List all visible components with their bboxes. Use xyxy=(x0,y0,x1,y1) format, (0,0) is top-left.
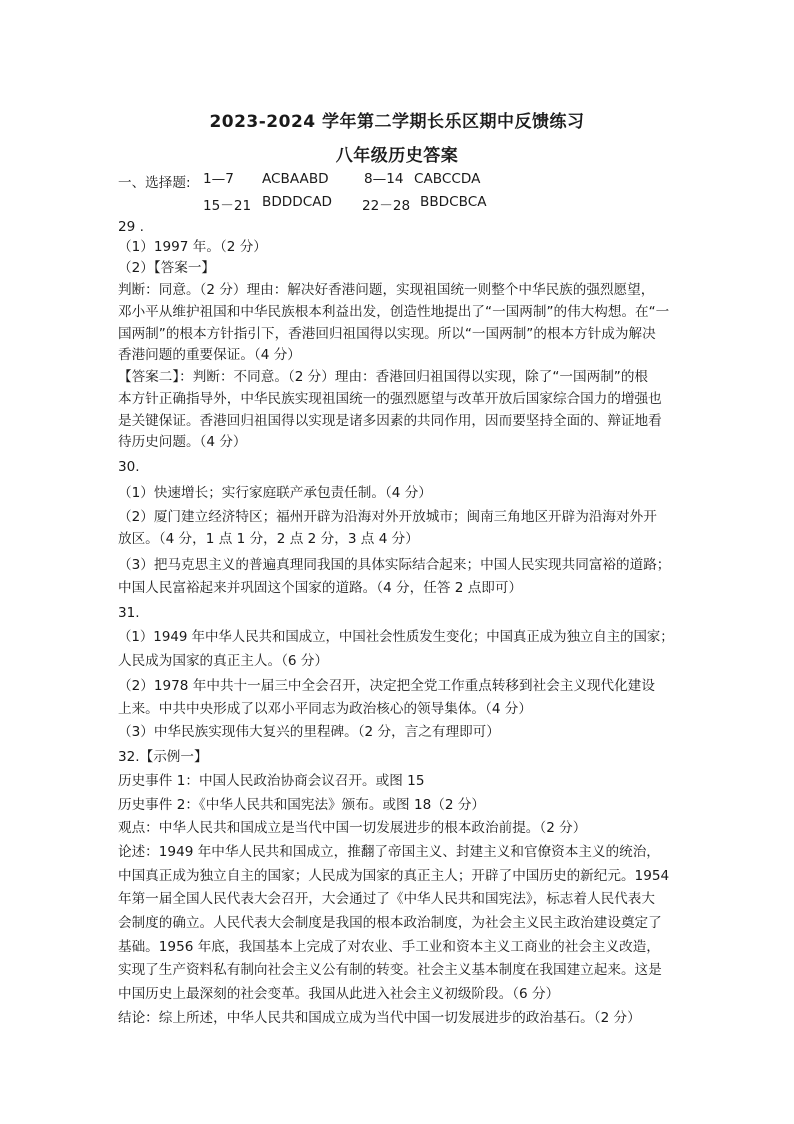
question-31-heading: 31. xyxy=(118,605,140,621)
text-line: 历史事件 2：《中华人民共和国宪法》颁布。或图 18（2 分） xyxy=(118,797,486,813)
text-line: 中国人民富裕起来并巩固这个国家的道路。（4 分，任答 2 点即可） xyxy=(118,580,523,596)
text-line: 判断：同意。（2 分）理由：解决好香港问题，实现祖国统一则整个中华民族的强烈愿望， xyxy=(118,282,655,298)
document-title: 2023-2024 学年第二学期长乐区期中反馈练习 xyxy=(209,112,585,132)
question-30-heading: 30. xyxy=(118,459,140,475)
text-line: 会制度的确立。人民代表大会制度是我国的根本政治制度，为社会主义民主政治建设奠定了 xyxy=(118,915,662,931)
text-line: （2）1978 年中共十一届三中全会召开，决定把全党工作重点转移到社会主义现代化建设 xyxy=(118,678,655,694)
text-line: 论述：1949 年中华人民共和国成立，推翻了帝国主义、封建主义和官僚资本主义的统治， xyxy=(118,844,660,860)
mcq-range: 22－28 xyxy=(362,198,411,214)
text-line: 年第一届全国人民代表大会召开，大会通过了《中华人民共和国宪法》，标志着人民代表大 xyxy=(118,891,655,907)
mcq-range: 8—14 xyxy=(364,171,404,187)
text-line: 【答案二】：判断：不同意。（2 分）理由：香港回归祖国得以实现，除了“一国两制”的根 xyxy=(118,369,649,385)
text-line: （2）厦门建立经济特区；福州开辟为沿海对外开放城市；闽南三角地区开辟为沿海对外开 xyxy=(118,509,657,525)
text-line: （1）快速增长；实行家庭联产承包责任制。（4 分） xyxy=(118,485,432,501)
text-line: 上来。中共中央形成了以邓小平同志为政治核心的领导集体。（4 分） xyxy=(118,701,532,717)
text-line: 结论：综上所述，中华人民共和国成立成为当代中国一切发展进步的政治基石。（2 分） xyxy=(118,1010,641,1026)
text-line: （1）1997 年。（2 分） xyxy=(118,239,267,255)
mcq-range: 1—7 xyxy=(203,171,234,187)
text-line: 邓小平从维护祖国和中华民族根本利益出发，创造性地提出了“一国两制”的伟大构想。在“一 xyxy=(118,304,670,320)
text-line: 中国历史上最深刻的社会变革。我国从此进入社会主义初级阶段。（6 分） xyxy=(118,986,560,1002)
mcq-label: 一、选择题: xyxy=(118,175,191,191)
text-line: 待历史问题。（4 分） xyxy=(118,434,247,450)
text-line: （2）【答案一】 xyxy=(118,260,216,276)
mcq-answers: BDDDCAD xyxy=(262,194,332,210)
text-line: 香港问题的重要保证。（4 分） xyxy=(118,347,301,363)
text-line: 是关键保证。香港回归祖国得以实现是诸多因素的共同作用，因而要坚持全面的、辩证地看 xyxy=(118,413,662,429)
text-line: 放区。（4 分，1 点 1 分，2 点 2 分，3 点 4 分） xyxy=(118,531,419,547)
text-line: 本方针正确指导外，中华民族实现祖国统一的强烈愿望与改革开放后国家综合国力的增强也 xyxy=(118,391,662,407)
mcq-range: 15－21 xyxy=(203,198,252,214)
text-line: 国两制”的根本方针指引下，香港回归祖国得以实现。所以“一国两制”的根本方针成为解决 xyxy=(118,326,656,342)
text-line: 人民成为国家的真正主人。（6 分） xyxy=(118,653,329,669)
text-line: 观点：中华人民共和国成立是当代中国一切发展进步的根本政治前提。（2 分） xyxy=(118,820,587,836)
question-29-heading: 29 . xyxy=(118,219,144,235)
text-line: （3）中华民族实现伟大复兴的里程碑。（2 分，言之有理即可） xyxy=(118,724,500,740)
mcq-answers: CABCCDA xyxy=(414,171,481,187)
mcq-answers: ACBAABD xyxy=(262,171,329,187)
document-subtitle: 八年级历史答案 xyxy=(335,146,459,166)
mcq-answers: BBDCBCA xyxy=(420,194,487,210)
text-line: 实现了生产资料私有制向社会主义公有制的转变。社会主义基本制度在我国建立起来。这是 xyxy=(118,962,662,978)
text-line: （3）把马克思主义的普遍真理同我国的具体实际结合起来；中国人民实现共同富裕的道路； xyxy=(118,557,671,573)
text-line: 中国真正成为独立自主的国家；人民成为国家的真正主人；开辟了中国历史的新纪元。1954 xyxy=(118,868,670,884)
question-32-heading: 32.【示例一】 xyxy=(118,749,208,765)
text-line: （1）1949 年中华人民共和国成立，中国社会性质发生变化；中国真正成为独立自主的国家； xyxy=(118,630,674,645)
text-line: 历史事件 1：中国人民政治协商会议召开。或图 15 xyxy=(118,773,425,789)
text-line: 基础。1956 年底，我国基本上完成了对农业、手工业和资本主义工商业的社会主义改造， xyxy=(118,939,660,955)
